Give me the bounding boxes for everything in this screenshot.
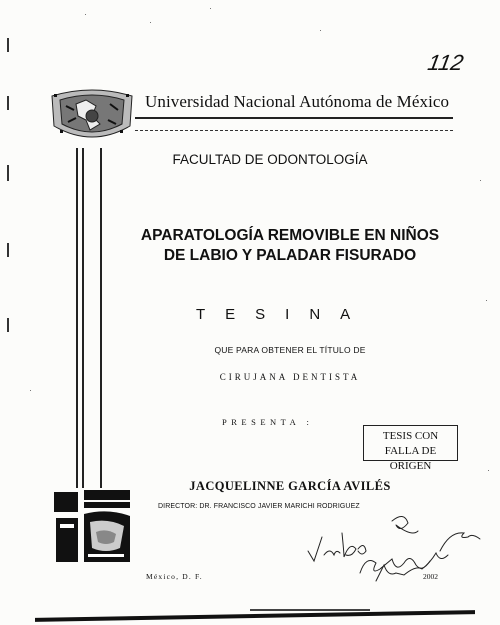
scan-mark	[7, 243, 9, 257]
page-number: 112	[425, 50, 466, 75]
scan-speck	[30, 390, 31, 391]
scan-speck	[320, 30, 321, 31]
author-name: JACQUELINNE GARCÍA AVILÉS	[189, 479, 391, 493]
frame-line-left-inner	[82, 148, 84, 488]
unam-seal-icon	[46, 86, 138, 146]
presents-label: PRESENTA :	[222, 417, 314, 427]
scan-mark	[7, 38, 9, 52]
scan-speck	[486, 300, 487, 301]
handwritten-signature-icon	[300, 503, 485, 588]
year-label: 2002	[423, 572, 438, 581]
degree-name: CIRUJANA DENTISTA	[219, 372, 361, 382]
scan-mark	[7, 318, 9, 332]
scan-speck	[488, 470, 489, 471]
scan-speck	[480, 180, 481, 181]
thesis-title	[120, 226, 460, 266]
header-rule-dashed	[135, 130, 453, 131]
scan-edge-bar	[250, 609, 370, 611]
degree-intro: QUE PARA OBTENER EL TÍTULO DE	[214, 345, 366, 355]
header-rule	[135, 117, 453, 119]
scan-mark	[7, 96, 9, 110]
scan-speck	[150, 22, 151, 23]
stamp-line2: FALLA DE ORIGEN	[384, 445, 437, 472]
thesis-title-line1: APARATOLOGÍA REMOVIBLE EN NIÑOS	[140, 227, 440, 244]
frame-line-right	[100, 148, 102, 488]
document-type: TESINA	[196, 306, 371, 323]
thesis-title-line2: DE LABIO Y PALADAR FISURADO	[163, 247, 417, 264]
university-name: Universidad Nacional Autónoma de México	[145, 92, 450, 111]
scan-edge-bar	[35, 610, 475, 622]
stamp-line1: TESIS CON	[382, 430, 439, 442]
faculty-name: FACULTAD DE ODONTOLOGÍA	[172, 152, 368, 167]
director-name: DIRECTOR: DR. FRANCISCO JAVIER MARICHI RODRIGUEZ	[158, 503, 360, 510]
scan-mark	[7, 165, 9, 181]
frame-line-left	[76, 148, 78, 488]
scan-speck	[85, 14, 86, 15]
scan-speck	[210, 8, 211, 9]
faculty-odontology-logo-icon	[48, 488, 136, 566]
origin-stamp	[363, 425, 458, 472]
city-label: México, D. F.	[146, 572, 203, 581]
